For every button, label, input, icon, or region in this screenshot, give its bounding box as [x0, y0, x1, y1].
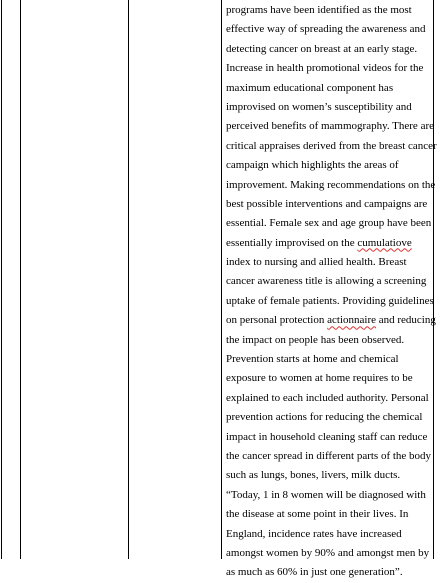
text-line [226, 466, 434, 485]
text-segment: on personal protection [226, 314, 328, 327]
text-line [226, 505, 434, 524]
text-segment: cancer awareness title is allowing a screening [226, 275, 427, 288]
text-segment: such as lungs, bones, livers, milk ducts. [226, 469, 401, 482]
text-segment: campaign which highlights the areas of [226, 159, 399, 172]
text-line [226, 253, 434, 272]
table-border-left [1, 0, 2, 559]
text-segment: effective way of spreading the awareness and [226, 23, 426, 36]
text-line [226, 525, 434, 544]
text-line [226, 176, 434, 195]
text-segment: and reducing [376, 314, 436, 327]
text-line [226, 1, 434, 20]
text-line [226, 79, 434, 98]
text-line [226, 156, 434, 175]
text-segment: essentially improvised on the [226, 236, 358, 249]
text-segment: index to nursing and allied health. Breast [226, 256, 407, 269]
text-segment: the cancer spread in different parts of the body [226, 449, 432, 462]
text-segment: explained to each included authority. Personal [226, 391, 429, 404]
text-line [226, 486, 434, 505]
table-cell-body-text [226, 1, 437, 583]
text-line [226, 350, 434, 369]
text-line [226, 447, 434, 466]
text-line [226, 195, 434, 214]
text-segment: “Today, 1 in 8 women will be diagnosed with [226, 488, 426, 501]
text-segment: detecting cancer on breast at an early stage. [226, 42, 418, 55]
text-line [226, 40, 434, 59]
text-line [226, 98, 434, 117]
text-line [226, 20, 434, 39]
text-segment: impact in household cleaning staff can reduce [226, 430, 428, 443]
text-segment: Increase in health promotional videos for the [226, 62, 424, 75]
text-line [226, 389, 434, 408]
text-line [226, 272, 434, 291]
text-segment: maximum educational component has [226, 81, 394, 94]
text-line [226, 369, 434, 388]
text-segment: uptake of female patients. Providing guidelines [226, 294, 434, 307]
text-line [226, 292, 434, 311]
text-segment: perceived benefits of mammography. There are [226, 120, 434, 133]
text-line [226, 117, 434, 136]
text-line [226, 563, 434, 582]
table-border-column-2 [128, 0, 129, 559]
text-line [226, 59, 434, 78]
text-line [226, 137, 437, 156]
spellcheck-flagged-word: cumulatiove [357, 236, 412, 249]
text-segment: programs have been identified as the most [226, 4, 412, 16]
text-line [226, 214, 434, 233]
text-segment: essential. Female sex and age group have been [226, 217, 432, 230]
text-segment: as much as 60% in just one generation”. [226, 566, 403, 579]
text-segment: exposure to women at home requires to be [226, 372, 413, 385]
text-segment: critical appraises derived from the breast cancer [226, 139, 437, 152]
text-segment: the impact on people has been observed. [226, 333, 405, 346]
text-segment: Prevention starts at home and chemical [226, 353, 399, 366]
text-segment: the disease at some point in their lives. In [226, 508, 409, 521]
text-segment: England, incidence rates have increased [226, 527, 402, 540]
text-line [226, 331, 434, 350]
text-segment: prevention actions for reducing the chemical [226, 411, 423, 424]
text-segment: improvement. Making recommendations on the [226, 178, 436, 191]
text-line [226, 311, 434, 330]
table-border-column-1 [20, 0, 21, 559]
table-border-column-3 [221, 0, 222, 559]
text-segment: best possible interventions and campaigns are [226, 197, 428, 210]
text-line [226, 408, 434, 427]
text-line [226, 544, 434, 563]
text-segment: improvised on women’s susceptibility and [226, 100, 412, 113]
text-line [226, 234, 434, 253]
spellcheck-flagged-word: actionnaire [327, 314, 376, 327]
text-line [226, 428, 434, 447]
text-segment: amongst women by 90% and amongst men by [226, 546, 430, 559]
